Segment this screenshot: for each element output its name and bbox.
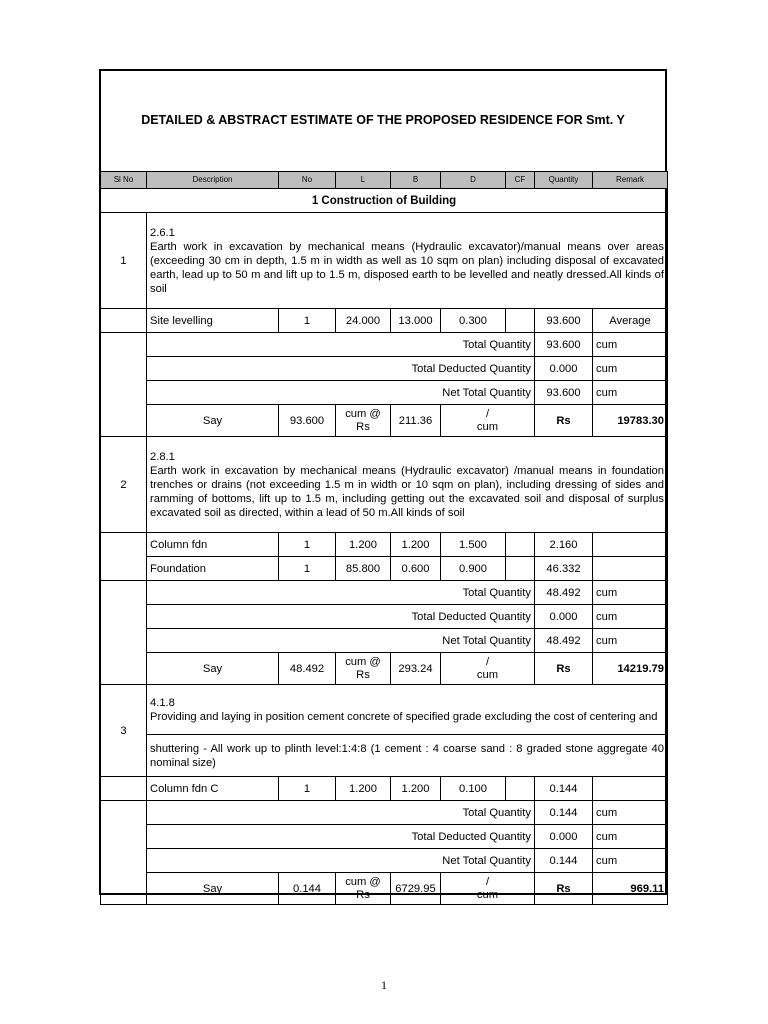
slash-text: / — [485, 655, 490, 668]
measure-quantity: 2.160 — [535, 533, 593, 557]
measure-quantity: 46.332 — [535, 557, 593, 581]
deducted-unit: cum — [593, 825, 668, 849]
total-label: Total Quantity — [147, 801, 535, 825]
item-code: 2.6.1 — [150, 226, 175, 239]
say-per-cum — [441, 405, 535, 437]
header-remark: Remark — [593, 172, 668, 189]
total-unit: cum — [593, 333, 668, 357]
net-row — [101, 849, 668, 873]
cum-text: cum — [476, 420, 499, 433]
say-quantity: 48.492 — [279, 653, 336, 685]
measure-l: 85.800 — [336, 557, 391, 581]
header-b: B — [391, 172, 441, 189]
item-description — [147, 685, 668, 735]
deducted-label: Total Deducted Quantity — [147, 825, 535, 849]
item-description — [147, 437, 668, 533]
say-amount: 14219.79 — [593, 653, 668, 685]
measure-description: Column fdn C — [147, 777, 279, 801]
measure-no: 1 — [279, 777, 336, 801]
rs-small-text: Rs — [356, 668, 370, 681]
measure-b: 1.200 — [391, 533, 441, 557]
measure-description: Site levelling — [147, 309, 279, 333]
say-quantity: 93.600 — [279, 405, 336, 437]
cum-at-text: cum @ — [345, 875, 381, 888]
measure-d: 1.500 — [441, 533, 506, 557]
measure-remark: Average — [593, 309, 668, 333]
measure-quantity: 0.144 — [535, 777, 593, 801]
measure-description: Column fdn — [147, 533, 279, 557]
measure-d: 0.900 — [441, 557, 506, 581]
net-label: Net Total Quantity — [147, 629, 535, 653]
item-text: Providing and laying in position cement concrete of specified grade excluding the cost of centering and — [150, 710, 658, 723]
total-label: Total Quantity — [147, 333, 535, 357]
total-unit: cum — [593, 801, 668, 825]
item-code: 4.1.8 — [150, 696, 175, 709]
deducted-row — [101, 357, 668, 381]
deducted-quantity: 0.000 — [535, 357, 593, 381]
say-amount: 969.11 — [593, 873, 668, 905]
measure-description: Foundation — [147, 557, 279, 581]
measure-d: 0.300 — [441, 309, 506, 333]
say-label: Say — [147, 873, 279, 905]
deducted-label: Total Deducted Quantity — [147, 605, 535, 629]
cum-at-text: cum @ — [345, 655, 381, 668]
say-cum-at-rs — [336, 873, 391, 905]
measure-no: 1 — [279, 309, 336, 333]
say-row — [101, 873, 668, 905]
net-unit: cum — [593, 381, 668, 405]
measure-cf — [506, 309, 535, 333]
item-description-continued — [147, 735, 668, 777]
header-d: D — [441, 172, 506, 189]
say-rate: 211.36 — [391, 405, 441, 437]
page-number: 1 — [381, 978, 387, 992]
deducted-row — [101, 605, 668, 629]
say-amount: 19783.30 — [593, 405, 668, 437]
item-row — [101, 213, 668, 309]
say-rs-label: Rs — [535, 873, 593, 905]
measure-cf — [506, 533, 535, 557]
measure-remark — [593, 777, 668, 801]
cum-text: cum — [476, 668, 499, 681]
total-row — [101, 333, 668, 357]
net-unit: cum — [593, 629, 668, 653]
deducted-quantity: 0.000 — [535, 825, 593, 849]
say-label: Say — [147, 653, 279, 685]
say-rate: 6729.95 — [391, 873, 441, 905]
measure-remark — [593, 557, 668, 581]
header-row — [101, 172, 668, 189]
measure-l: 1.200 — [336, 533, 391, 557]
net-row — [101, 381, 668, 405]
item-text-continued: shuttering - All work up to plinth level:1:4:8 (1 cement : 4 coarse sand : 8 graded stone aggregate 40 nominal size) — [150, 742, 664, 769]
measurement-row — [101, 557, 668, 581]
deducted-quantity: 0.000 — [535, 605, 593, 629]
measure-d: 0.100 — [441, 777, 506, 801]
say-label: Say — [147, 405, 279, 437]
cum-at-text: cum @ — [345, 407, 381, 420]
section-row — [101, 189, 668, 213]
total-label: Total Quantity — [147, 581, 535, 605]
say-rate: 293.24 — [391, 653, 441, 685]
total-row — [101, 581, 668, 605]
net-quantity: 48.492 — [535, 629, 593, 653]
item-text: Earth work in excavation by mechanical means (Hydraulic excavator)/manual means over areas (exceeding 30 cm in depth, 1.5 m in width as well as 10 sqm on plan) including disposal of excavated earth, lead up to 50 m and lift up to 1.5 m, disposed earth to be levelled and neatly dressed.All kinds of soil — [150, 240, 664, 295]
measure-no: 1 — [279, 557, 336, 581]
cum-text: cum — [476, 888, 499, 901]
total-row — [101, 801, 668, 825]
item-text: Earth work in excavation by mechanical means (Hydraulic excavator) /manual means in foundation trenches or drains (not exceeding 1.5 m in width or 10 sqm on plan), including dressing of sides and ramming of bottoms, lift up to 1.5 m, including getting out the excavated soil and disposal of surplus excavated soil as directed, within a lead of 50 m.All kinds of soil — [150, 464, 664, 519]
net-label: Net Total Quantity — [147, 381, 535, 405]
item-sl-no: 2 — [101, 437, 147, 533]
total-quantity: 0.144 — [535, 801, 593, 825]
deducted-row — [101, 825, 668, 849]
estimate-frame — [99, 69, 667, 901]
section-title: 1 Construction of Building — [101, 189, 668, 213]
total-quantity: 48.492 — [535, 581, 593, 605]
measure-remark — [593, 533, 668, 557]
say-per-cum — [441, 653, 535, 685]
measure-quantity: 93.600 — [535, 309, 593, 333]
measurement-row — [101, 533, 668, 557]
measure-l: 24.000 — [336, 309, 391, 333]
item-row-continued — [101, 735, 668, 777]
measure-cf — [506, 777, 535, 801]
item-row — [101, 685, 668, 735]
measure-cf — [506, 557, 535, 581]
item-description — [147, 213, 668, 309]
total-unit: cum — [593, 581, 668, 605]
header-sl-no: Sl No — [101, 172, 147, 189]
net-label: Net Total Quantity — [147, 849, 535, 873]
deducted-unit: cum — [593, 605, 668, 629]
say-row — [101, 405, 668, 437]
item-code: 2.8.1 — [150, 450, 175, 463]
net-quantity: 93.600 — [535, 381, 593, 405]
header-cf: CF — [506, 172, 535, 189]
document-title: DETAILED & ABSTRACT ESTIMATE OF THE PROPOSED RESIDENCE FOR Smt. Y — [141, 113, 625, 127]
item-sl-no: 3 — [101, 685, 147, 777]
slash-text: / — [485, 407, 490, 420]
estimate-table — [100, 171, 668, 905]
say-rs-label: Rs — [535, 405, 593, 437]
say-rs-label: Rs — [535, 653, 593, 685]
slash-text: / — [485, 875, 490, 888]
item-row — [101, 437, 668, 533]
say-row — [101, 653, 668, 685]
net-unit: cum — [593, 849, 668, 873]
rs-small-text: Rs — [356, 888, 370, 901]
net-quantity: 0.144 — [535, 849, 593, 873]
header-l: L — [336, 172, 391, 189]
measurement-row — [101, 777, 668, 801]
measure-b: 0.600 — [391, 557, 441, 581]
say-cum-at-rs — [336, 653, 391, 685]
say-per-cum — [441, 873, 535, 905]
deducted-unit: cum — [593, 357, 668, 381]
measure-l: 1.200 — [336, 777, 391, 801]
header-no: No — [279, 172, 336, 189]
say-cum-at-rs — [336, 405, 391, 437]
say-quantity: 0.144 — [279, 873, 336, 905]
header-quantity: Quantity — [535, 172, 593, 189]
total-quantity: 93.600 — [535, 333, 593, 357]
measurement-row — [101, 309, 668, 333]
net-row — [101, 629, 668, 653]
rs-small-text: Rs — [356, 420, 370, 433]
measure-no: 1 — [279, 533, 336, 557]
deducted-label: Total Deducted Quantity — [147, 357, 535, 381]
measure-b: 1.200 — [391, 777, 441, 801]
item-sl-no: 1 — [101, 213, 147, 309]
header-description: Description — [147, 172, 279, 189]
measure-b: 13.000 — [391, 309, 441, 333]
